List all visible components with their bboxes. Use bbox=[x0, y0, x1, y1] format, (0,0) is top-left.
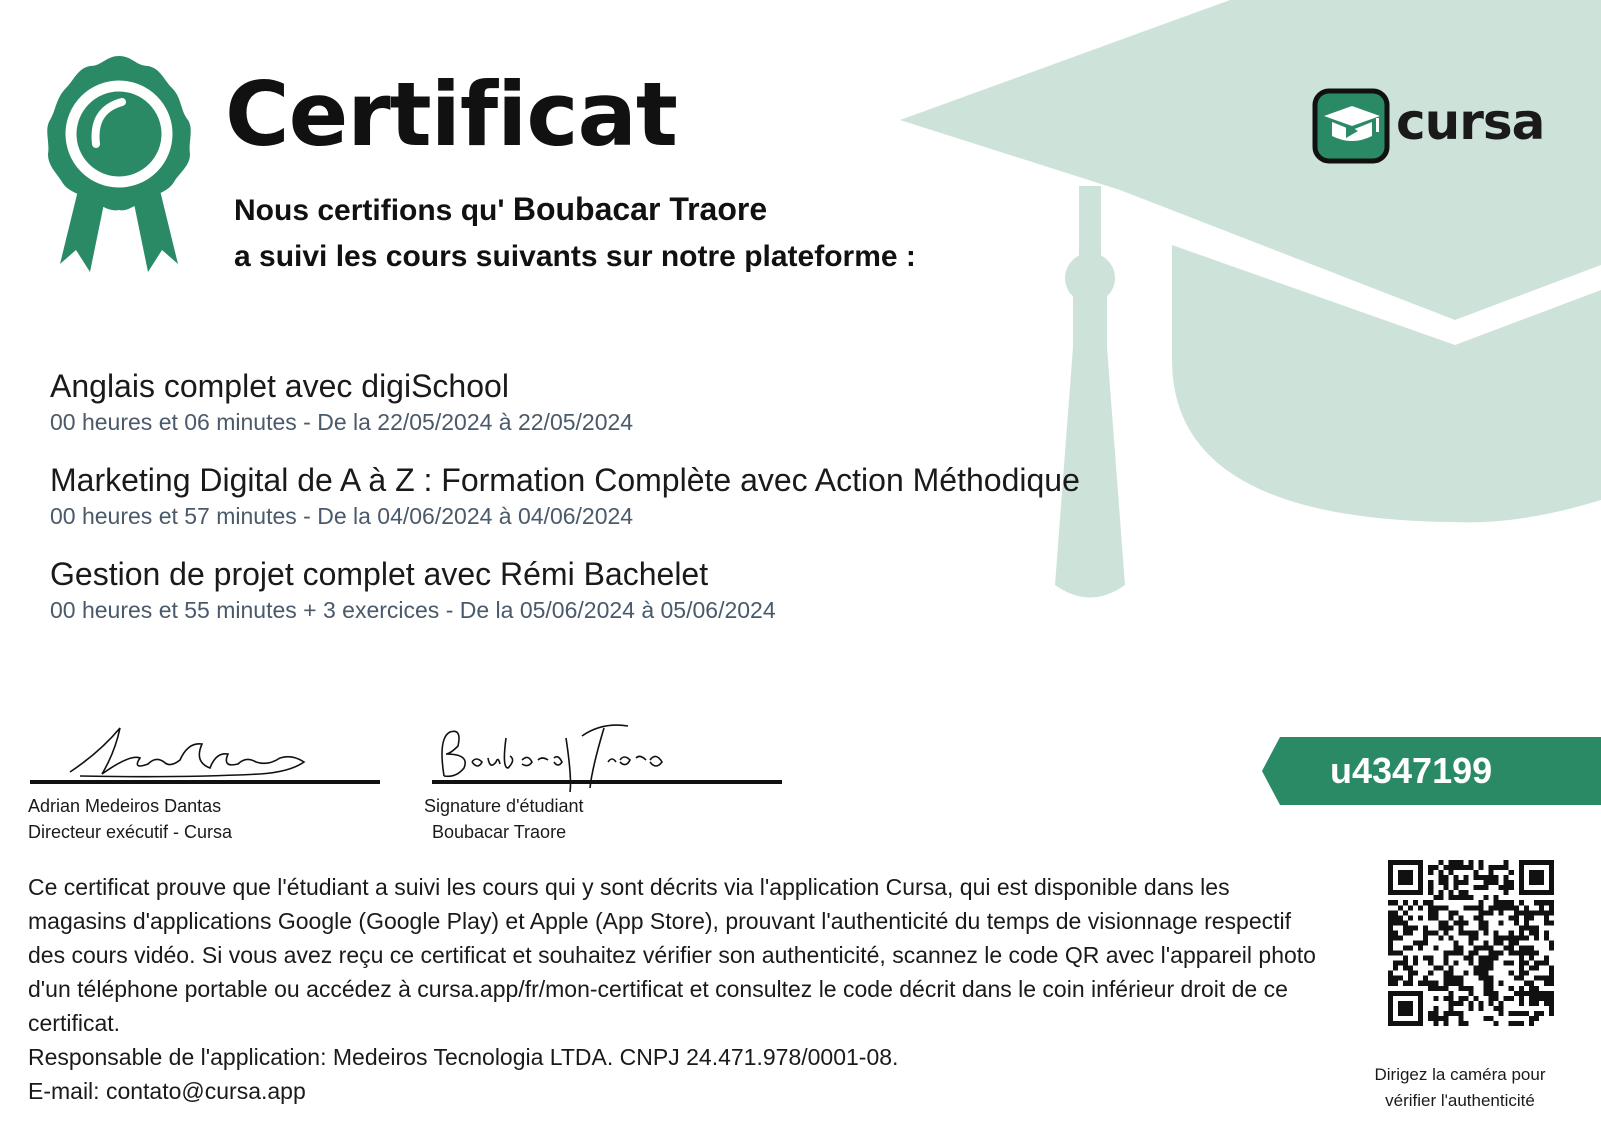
certify-prefix: Nous certifions qu' bbox=[234, 194, 505, 227]
cursa-logo bbox=[1312, 88, 1545, 164]
certificate-code: u4347199 bbox=[1330, 750, 1493, 791]
student-signature-name: Boubacar Traore bbox=[432, 822, 567, 842]
course-meta: 00 heures et 57 minutes - De la 04/06/2024 à 04/06/2024 bbox=[50, 503, 634, 529]
disclaimer-paragraph: Ce certificat prouve que l'étudiant a suivi les cours qui y sont décrits via l'application Cursa, qui est disponible dans les magasins d'applications Google (Google Play) et Apple (App Store), prouvant l'authenticité du temps de visionnage respectif des cours vidéo. Si vous avez reçu ce certificat et souhaitez vérifier son authenticité, scannez le code QR avec l'appareil photo d'un téléphone portable ou accédez à cursa.app/fr/mon-certificat et consultez le code décrit dans le coin inférieur droit de ce certificat. bbox=[28, 874, 1316, 1036]
course-title: Gestion de projet complet avec Rémi Bachelet bbox=[50, 556, 709, 592]
course-item bbox=[50, 554, 1200, 626]
award-ribbon-icon bbox=[44, 54, 194, 274]
qr-caption-line-2: vérifier l'authenticité bbox=[1385, 1091, 1535, 1110]
course-title: Marketing Digital de A à Z : Formation Complète avec Action Méthodique bbox=[50, 462, 1080, 498]
director-name: Adrian Medeiros Dantas bbox=[28, 796, 222, 816]
responsible-line: Responsable de l'application: Medeiros Tecnologia LTDA. CNPJ 24.471.978/0001-08. bbox=[28, 1044, 899, 1070]
student-signature-line bbox=[432, 780, 782, 784]
course-meta: 00 heures et 55 minutes + 3 exercices - De la 05/06/2024 à 05/06/2024 bbox=[50, 597, 776, 623]
qr-caption bbox=[1340, 1062, 1580, 1114]
course-title: Anglais complet avec digiSchool bbox=[50, 368, 509, 404]
qr-caption-line-1: Dirigez la caméra pour bbox=[1374, 1065, 1546, 1084]
course-list bbox=[50, 366, 1200, 648]
student-name: Boubacar Traore bbox=[512, 191, 768, 227]
course-meta: 00 heures et 06 minutes - De la 22/05/2024 à 22/05/2024 bbox=[50, 409, 634, 435]
director-role: Directeur exécutif - Cursa bbox=[28, 822, 233, 842]
certify-statement bbox=[234, 186, 916, 280]
email-line: E-mail: contato@cursa.app bbox=[28, 1078, 306, 1104]
course-item bbox=[50, 366, 1200, 438]
student-signature bbox=[432, 718, 687, 798]
qr-code-icon[interactable] bbox=[1388, 860, 1554, 1026]
student-signature-label: Signature d'étudiant bbox=[424, 796, 584, 816]
director-signature-line bbox=[30, 780, 380, 784]
logo-text: cursa bbox=[1396, 93, 1545, 151]
graduation-play-icon bbox=[1312, 88, 1390, 164]
page-title: Certificat bbox=[225, 63, 677, 166]
disclaimer-text bbox=[28, 870, 1328, 1108]
certify-line-2: a suivi les cours suivants sur notre plateforme : bbox=[234, 240, 916, 273]
director-signature bbox=[60, 722, 320, 784]
course-item bbox=[50, 460, 1200, 532]
